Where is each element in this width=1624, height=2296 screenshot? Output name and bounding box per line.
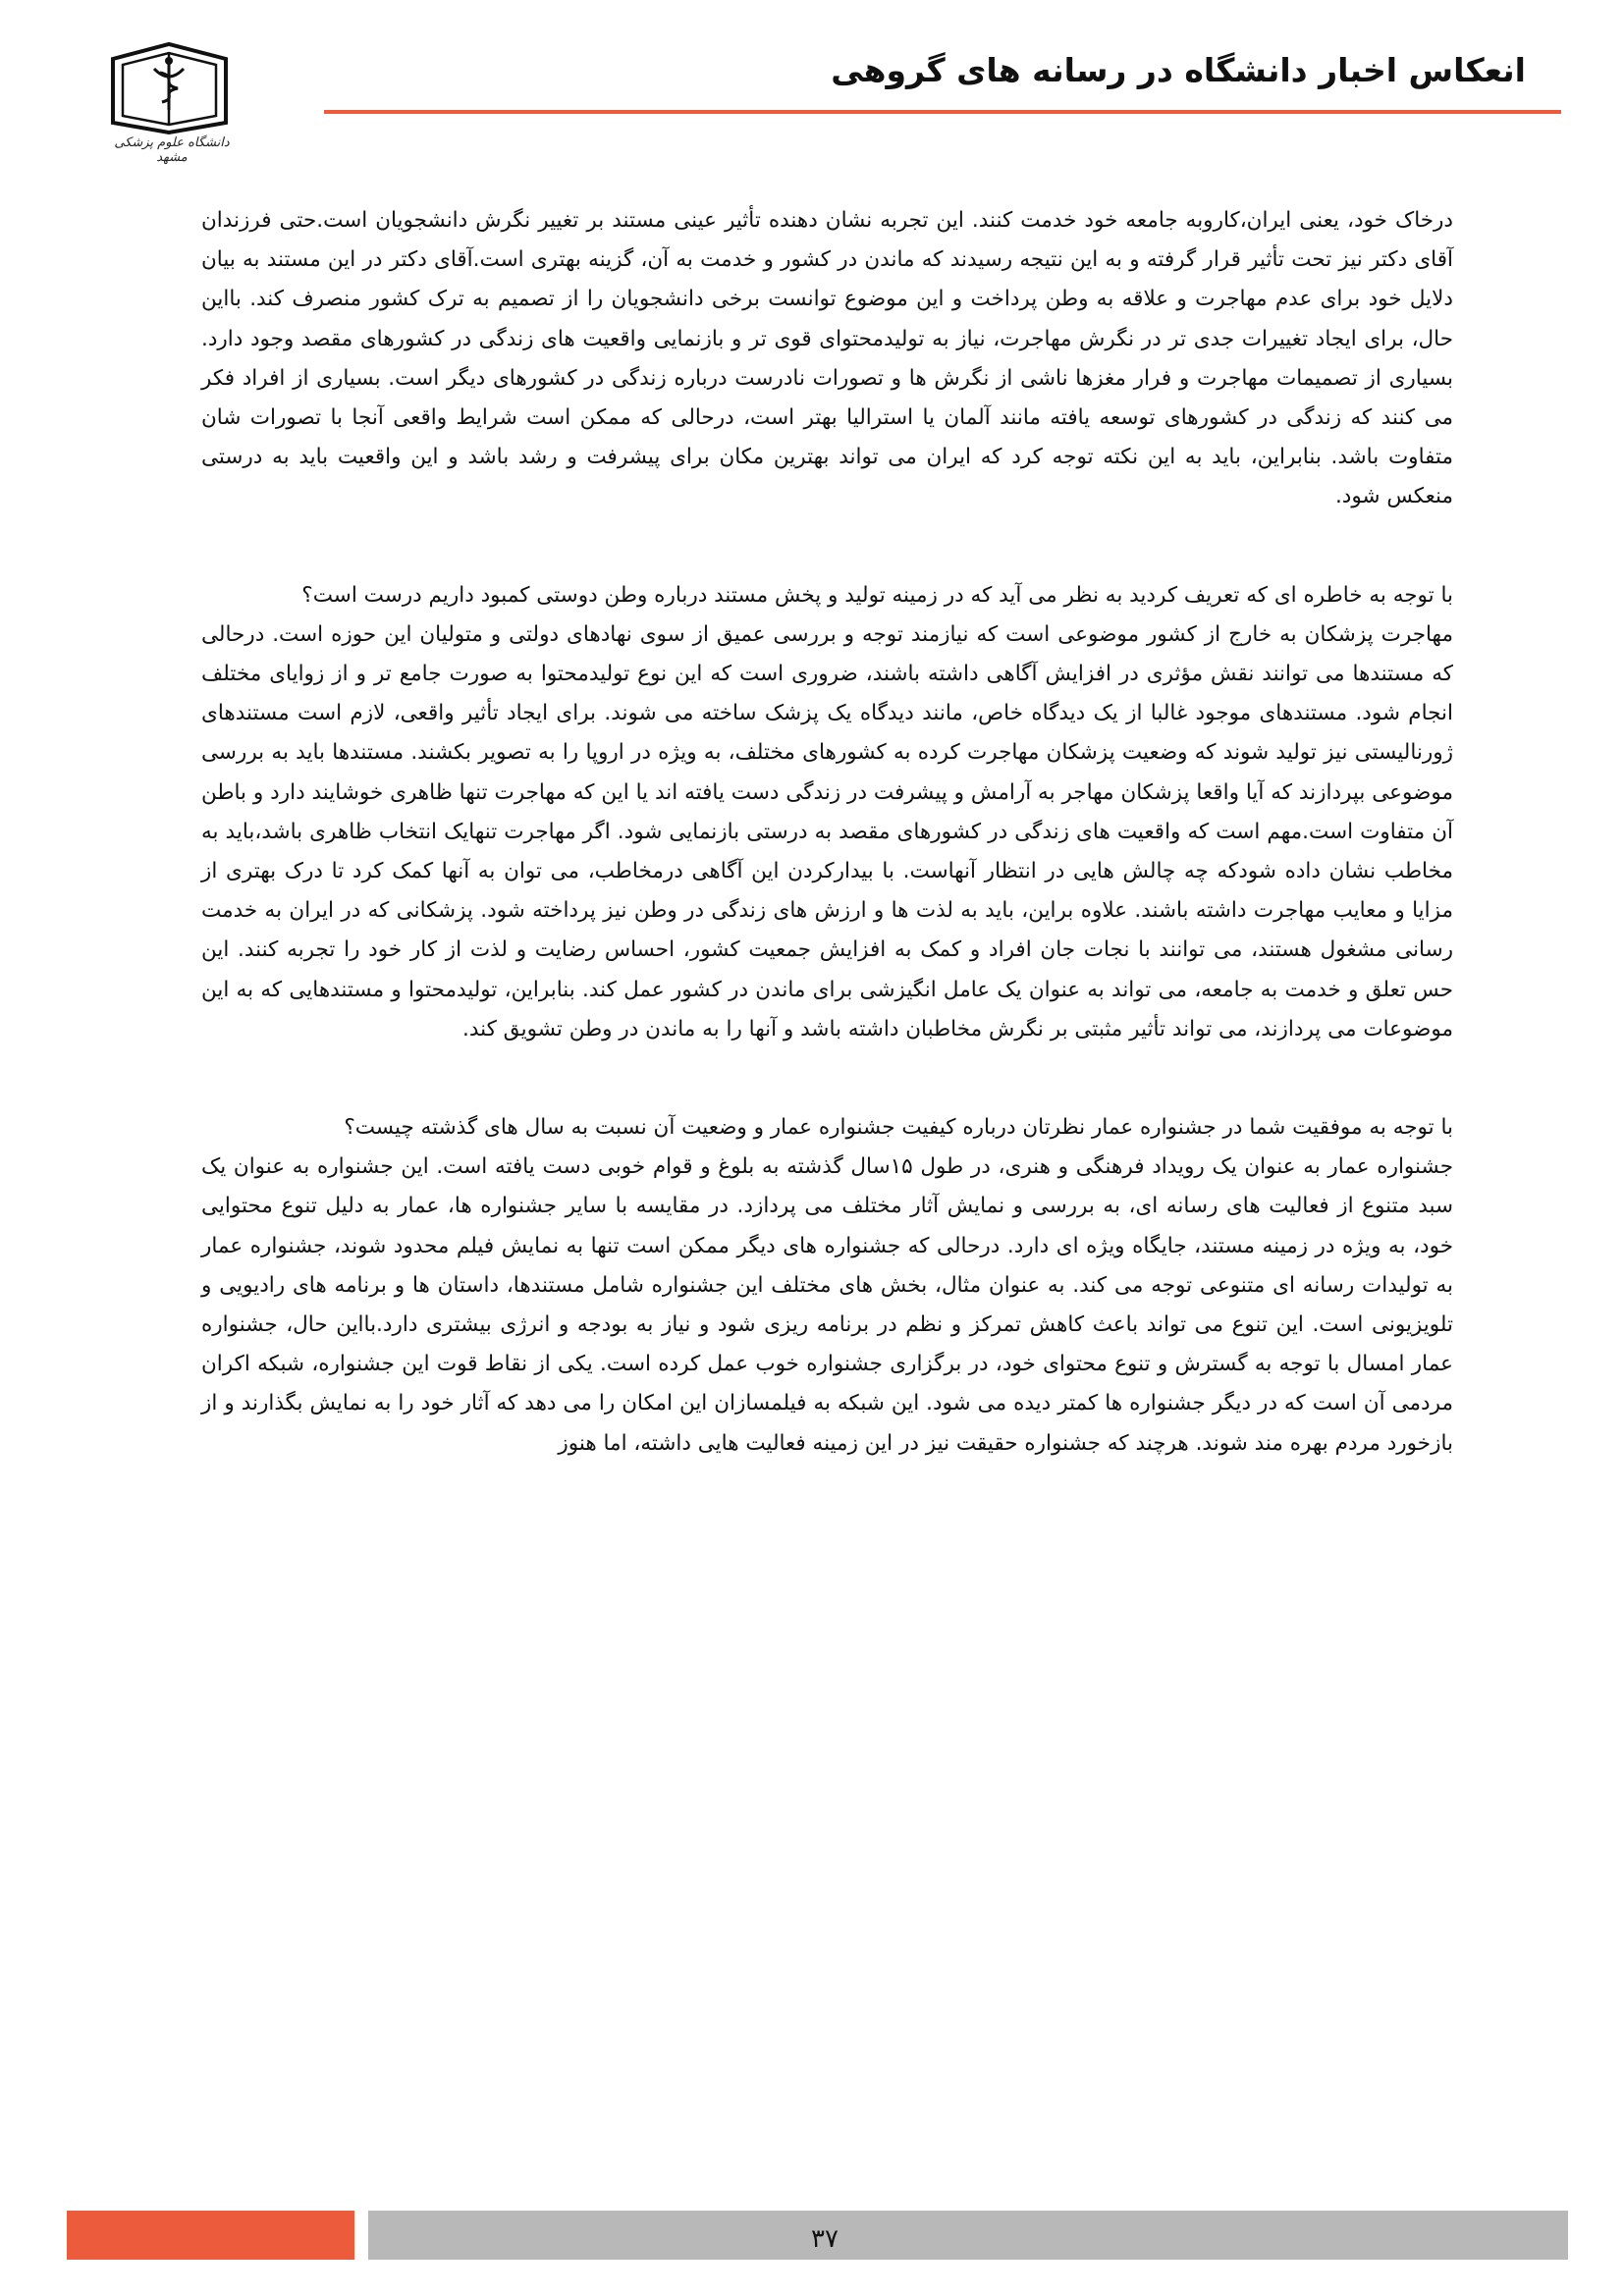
article-body [201,201,1453,1464]
logo-caption: دانشگاه علوم پزشکی مشهد [114,135,230,165]
footer-bar [368,2211,1568,2260]
page-title: انعکاس اخبار دانشگاه در رسانه های گروهی [831,51,1526,89]
interview-question: با توجه به خاطره ای که تعریف کردید به نظر می آید که در زمینه تولید و پخش مستند درباره وطن دوستی کمبود داریم درست است؟ [301,582,1453,608]
paragraph-gap [201,517,1453,576]
footer-accent-bar [67,2211,354,2260]
paragraph-gap [201,1049,1453,1108]
header-rule [324,110,1561,114]
interview-answer: جشنواره عمار به عنوان یک رویداد فرهنگی و هنری، در طول ۱۵سال گذشته به بلوغ و قوام خوبی دست یافته است. این جشنواره به عنوان یک سبد متنوع از فعالیت های رسانه ای، به بررسی و نمایش آثار مختلف می پردازد. در مقایسه با سایر جشنواره ها، عمار به دلیل تنوع محتوایی خود، به ویژه در زمینه مستند، جایگاه ویژه ای دارد. درحالی که جشنواره های دیگر ممکن است تنها به نمایش فیلم محدود شوند، جشنواره عمار به تولیدات رسانه ای متنوعی توجه می کند. به عنوان مثال، بخش های مختلف این جشنواره شامل مستندها، داستان ها و برنامه های رادیویی و تلویزیونی است. این تنوع می تواند باعث کاهش تمرکز و نظم در برنامه ریزی شود و نیاز به بودجه و انرژی بیشتری دارد.بااین حال، جشنواره عمار امسال با توجه به گسترش و تنوع محتوای خود، در برگزاری جشنواره خوب عمل کرده است. یکی از نقاط قوت این جشنواره، شبکه اکران مردمی آن است که در دیگر جشنواره ها کمتر دیده می شود. این شبکه به فیلمسازان این امکان را می دهد که آثار خود را به نمایش بگذارند و از بازخورد مردم بهره مند شوند. هرچند که جشنواره حقیقت نیز در این زمینه فعالیت هایی داشته، اما هنوز [201,1154,1453,1456]
page-number: ۳۷ [811,2224,839,2254]
paragraph: درخاک خود، یعنی ایران،کاروبه جامعه خود خدمت کنند. این تجربه نشان دهنده تأثیر عینی مستند بر تغییر نگرش دانشجویان است.حتی فرزندان آقای دکتر نیز تحت تأثیر قرار گرفته و به این نتیجه رسیدند که ماندن در کشور و خدمت به آن، گزینه بهتری است.آقای دکتر در این مستند به بیان دلایل خود برای عدم مهاجرت و علاقه به وطن پرداخت و این موضوع توانست برخی دانشجویان را از تصمیم به ترک کشور منصرف کند. بااین حال، برای ایجاد تغییرات جدی تر در نگرش مهاجرت، نیاز به تولیدمحتوای قوی تر و بازنمایی واقعیت های زندگی در کشورهای مقصد وجود دارد. بسیاری از تصمیمات مهاجرت و فرار مغزها ناشی از نگرش ها و تصورات نادرست درباره زندگی در کشورهای دیگر است. بسیاری از افراد فکر می کنند که زندگی در کشورهای توسعه یافته مانند آلمان یا استرالیا بهتر است، درحالی که ممکن است شرایط واقعی آنجا با تصورات شان متفاوت باشد. بنابراین، باید به این نکته توجه کرد که ایران می تواند بهترین مکان برای پیشرفت و رشد باشد و این واقعیت باید به درستی منعکس شود. [201,208,1453,509]
interview-answer: مهاجرت پزشکان به خارج از کشور موضوعی است که نیازمند توجه و بررسی عمیق از سوی نهادهای دولتی و متولیان این حوزه است. درحالی که مستندها می توانند نقش مؤثری در افزایش آگاهی داشته باشند، ضروری است که این نوع تولیدمحتوا به صورت جامع تر و از زوایای مختلف انجام شود. مستندهای موجود غالبا از یک دیدگاه خاص، مانند دیدگاه یک پزشک ساخته می شوند. برای ایجاد تأثیر واقعی، لازم است مستندهای ژورنالیستی نیز تولید شوند که وضعیت پزشکان مهاجرت کرده به کشورهای مختلف، به ویژه در اروپا را به تصویر بکشند. مستندها باید به بررسی موضوعی بپردازند که آیا واقعا پزشکان مهاجر به آرامش و پیشرفت در زندگی دست یافته اند یا این که مهاجرت تنها ظاهری خوشایند دارد و باطن آن متفاوت است.مهم است که واقعیت های زندگی در کشورهای مقصد به درستی بازنمایی شود. اگر مهاجرت تنهایک انتخاب ظاهری باشد،باید به مخاطب نشان داده شودکه چه چالش هایی در انتظار آنهاست. با بیدارکردن این آگاهی درمخاطب، می توان به آنها کمک کرد تا درک بهتری از مزایا و معایب مهاجرت داشته باشند. علاوه براین، باید به لذت ها و ارزش های زندگی در وطن نیز پرداخته شود. پزشکانی که در ایران به خدمت رسانی مشغول هستند، می توانند با نجات جان افراد و کمک به افزایش جمعیت کشور، احساس رضایت و لذت از کار خود را تجربه کنند. این حس تعلق و خدمت به جامعه، می تواند به عنوان یک عامل انگیزشی برای ماندن در کشور عمل کند. بنابراین، تولیدمحتوا و مستندهایی که به این موضوعات می پردازند، می تواند تأثیر مثبتی بر نگرش مخاطبان داشته باشد و آنها را به ماندن در وطن تشویق کند. [201,621,1453,1041]
interview-question: با توجه به موفقیت شما در جشنواره عمار نظرتان درباره کیفیت جشنواره عمار و وضعیت آن نسبت به سال های گذشته چیست؟ [344,1115,1453,1141]
